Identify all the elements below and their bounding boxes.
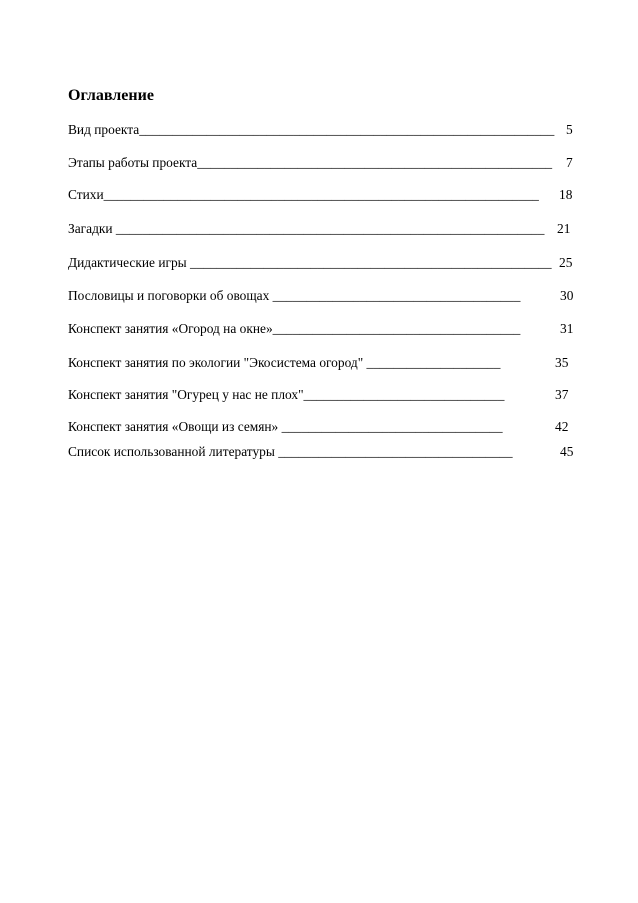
toc-entry-label: Этапы работы проекта_____________________________________________________ (68, 155, 553, 170)
toc-entry-page: 21 (557, 221, 571, 236)
toc-entry (68, 287, 576, 305)
toc-entry-label: Загадки ________________________________________________________________ (68, 221, 545, 236)
toc-entry (68, 254, 576, 272)
toc-entry-label: Стихи_________________________________________________________________ (68, 187, 539, 202)
toc-entry-page: 25 (559, 255, 573, 270)
toc-entry-page: 30 (560, 288, 574, 303)
toc-entry (68, 320, 576, 338)
toc-entry-label: Список использованной литературы ___________________________________ (68, 444, 513, 459)
toc-entry-label: Конспект занятия "Огурец у нас не плох"______________________________ (68, 387, 505, 402)
toc-entry-page: 35 (555, 355, 569, 370)
toc-entry-page: 7 (566, 155, 573, 170)
toc-entry-page: 31 (560, 321, 574, 336)
toc-entry-label: Вид проекта______________________________________________________________ (68, 122, 555, 137)
toc-entry-page: 37 (555, 387, 569, 402)
toc-entry (68, 186, 576, 204)
toc-entry-label: Пословицы и поговорки об овощах _____________________________________ (68, 288, 521, 303)
toc-entry-page: 45 (560, 444, 574, 459)
toc-entry-label: Дидактические игры ______________________________________________________ (68, 255, 552, 270)
toc-entry-label: Конспект занятия «Огород на окне»_____________________________________ (68, 321, 521, 336)
toc-entry (68, 121, 576, 139)
toc-entry (68, 418, 576, 436)
toc-entry (68, 386, 576, 404)
toc-entry (68, 220, 576, 238)
toc-entry-label: Конспект занятия «Овощи из семян» _________________________________ (68, 419, 503, 434)
toc-entry-page: 18 (559, 187, 573, 202)
toc-title: Оглавление (68, 87, 154, 104)
toc-entry-page: 5 (566, 122, 573, 137)
toc-entry (68, 354, 576, 372)
toc-entry (68, 443, 576, 461)
toc-entry-label: Конспект занятия по экологии "Экосистема огород" ____________________ (68, 355, 501, 370)
toc-entry (68, 154, 576, 172)
toc-entry-page: 42 (555, 419, 569, 434)
